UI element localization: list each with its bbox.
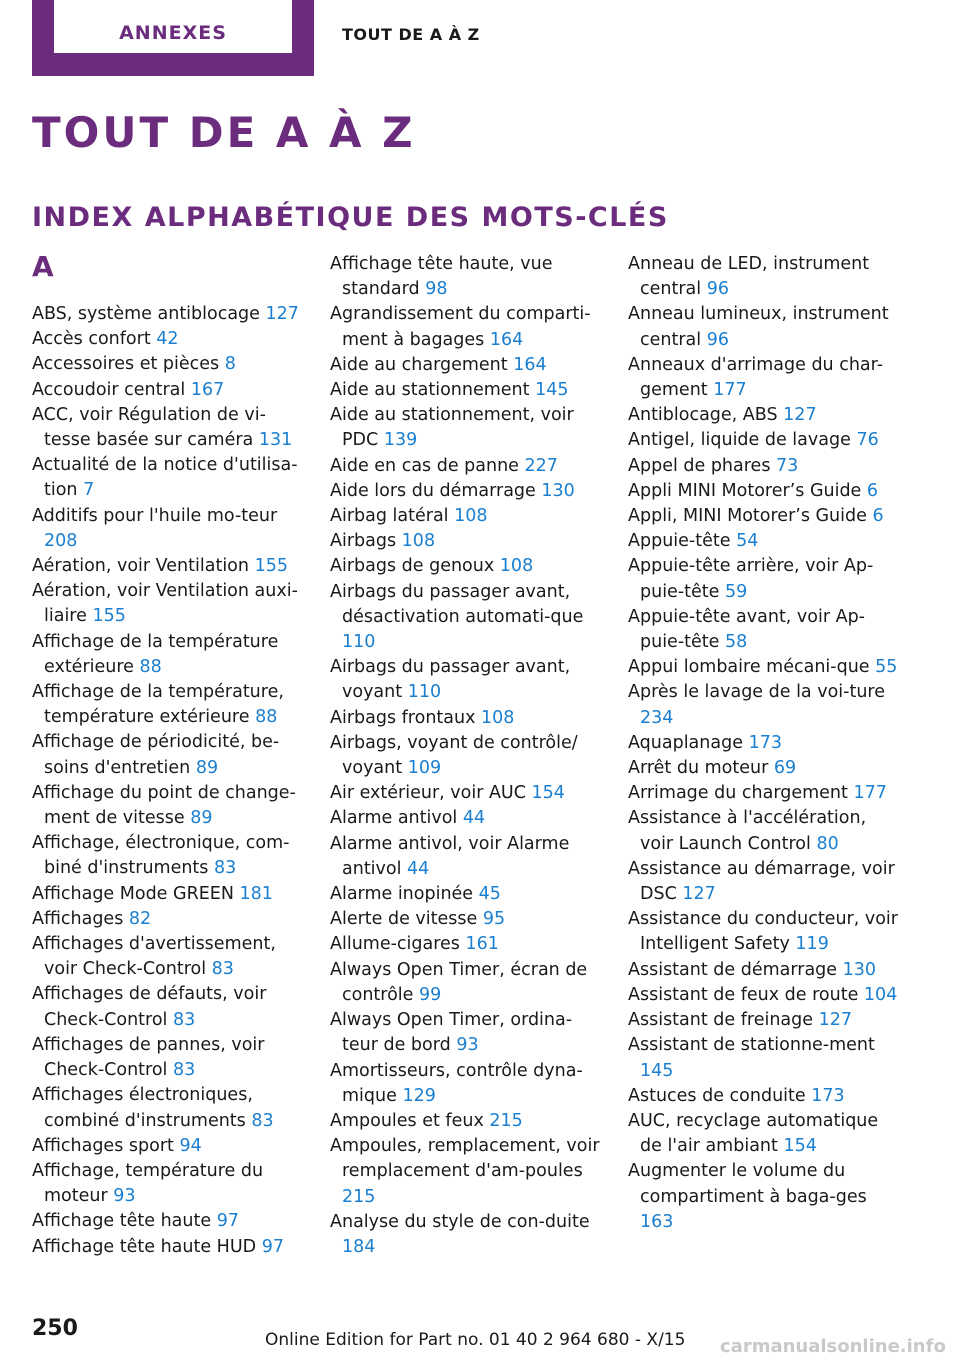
index-entry-term: Affichages de pannes, voir Check-Control bbox=[32, 1034, 265, 1081]
page-reference-link[interactable]: 184 bbox=[342, 1236, 376, 1257]
page-reference-link[interactable]: 6 bbox=[872, 506, 884, 527]
page-reference-link[interactable]: 76 bbox=[856, 430, 879, 451]
index-entry-term: Accessoires et pièces bbox=[32, 354, 220, 375]
page-reference-link[interactable]: 55 bbox=[875, 657, 898, 678]
page-reference-link[interactable]: 164 bbox=[489, 329, 524, 350]
index-entry bbox=[32, 403, 302, 453]
page-reference-link[interactable]: 154 bbox=[531, 783, 565, 804]
index-entry bbox=[628, 983, 898, 1008]
page-reference-link[interactable]: 139 bbox=[383, 430, 418, 451]
index-entry bbox=[330, 731, 600, 781]
index-entry bbox=[32, 831, 302, 881]
index-entry-term: Antigel, liquide de lavage bbox=[628, 430, 851, 451]
index-entry bbox=[628, 403, 898, 428]
page-reference-link[interactable]: 6 bbox=[866, 480, 879, 501]
index-entry-term: Assistance à l'accélération, voir Launch Control bbox=[628, 808, 867, 854]
edition-footer: Online Edition for Part no. 01 40 2 964 680 - X/15 bbox=[265, 1330, 686, 1350]
index-entry-term: Affichage Mode GREEN bbox=[32, 883, 234, 904]
page-reference-link[interactable]: 177 bbox=[853, 783, 887, 804]
index-entry-term: Appli MINI Motorer’s Guide bbox=[628, 480, 862, 501]
index-entry-term: Aération, voir Ventilation bbox=[32, 556, 249, 577]
index-entry bbox=[330, 403, 600, 453]
index-entry bbox=[32, 882, 302, 907]
index-entry bbox=[32, 579, 302, 629]
index-entry-term: Assistant de feux de route bbox=[628, 984, 859, 1005]
index-entry-term: Accoudoir central bbox=[32, 379, 186, 400]
index-entry bbox=[628, 1109, 898, 1159]
page-reference-link[interactable]: 83 bbox=[211, 959, 234, 980]
page-reference-link[interactable]: 98 bbox=[425, 279, 448, 300]
page-reference-link[interactable]: 88 bbox=[255, 707, 278, 728]
index-entry bbox=[330, 1109, 600, 1134]
index-entry bbox=[628, 655, 898, 680]
page-reference-link[interactable]: 130 bbox=[541, 480, 575, 501]
index-entry bbox=[32, 1209, 302, 1234]
page-reference-link[interactable]: 173 bbox=[748, 732, 782, 753]
page-reference-link[interactable]: 155 bbox=[92, 606, 126, 627]
page-reference-link[interactable]: 181 bbox=[239, 883, 273, 904]
index-entry bbox=[628, 302, 898, 352]
index-entry-term: Airbags frontaux bbox=[330, 707, 476, 728]
index-entry bbox=[32, 327, 302, 352]
index-entry-term: Air extérieur, voir AUC bbox=[330, 783, 526, 804]
page-reference-link[interactable]: 119 bbox=[795, 934, 829, 955]
index-entry bbox=[330, 958, 600, 1008]
index-entry bbox=[32, 504, 302, 554]
page-reference-link[interactable]: 83 bbox=[172, 1060, 196, 1081]
index-entry bbox=[330, 580, 600, 656]
index-entry-term: Allume-cigares bbox=[330, 934, 460, 955]
index-entry bbox=[330, 655, 600, 705]
page-reference-link[interactable]: 44 bbox=[462, 808, 486, 829]
index-entry-term: Aide au stationnement bbox=[330, 380, 530, 401]
index-entry bbox=[628, 428, 898, 453]
page-reference-link[interactable]: 54 bbox=[736, 531, 759, 552]
index-entry-term: Affichages d'avertissement, voir Check-Control bbox=[32, 934, 276, 980]
page-reference-link[interactable]: 108 bbox=[499, 556, 534, 577]
index-entry-term: Affichage du point de change-ment de vitesse bbox=[32, 782, 296, 829]
index-column-1 bbox=[32, 302, 302, 1260]
index-entry-term: Appel de phares bbox=[628, 455, 771, 476]
index-entry bbox=[628, 1084, 898, 1109]
index-entry bbox=[628, 1033, 898, 1083]
page-reference-link[interactable]: 110 bbox=[342, 632, 376, 653]
page-reference-link[interactable]: 108 bbox=[481, 707, 515, 728]
page-reference-link[interactable]: 130 bbox=[842, 959, 877, 980]
index-entry bbox=[628, 554, 898, 604]
index-entry-term: Alerte de vitesse bbox=[330, 909, 478, 930]
index-entry bbox=[628, 504, 898, 529]
index-entry bbox=[330, 806, 600, 831]
index-entry bbox=[330, 882, 600, 907]
page-reference-link[interactable]: 83 bbox=[251, 1110, 274, 1131]
index-entry-term: Alarme antivol, voir Alarme antivol bbox=[330, 833, 570, 879]
page-reference-link[interactable]: 94 bbox=[179, 1135, 202, 1156]
page-reference-link[interactable]: 110 bbox=[407, 682, 442, 703]
index-entry bbox=[32, 1083, 302, 1133]
page-reference-link[interactable]: 69 bbox=[773, 758, 797, 779]
index-entry bbox=[32, 1159, 302, 1209]
index-entry bbox=[628, 454, 898, 479]
index-entry-term: Affichages sport bbox=[32, 1135, 174, 1156]
index-entry-term: AUC, recyclage automatique de l'air ambiant bbox=[628, 1110, 879, 1157]
page-reference-link[interactable]: 154 bbox=[783, 1136, 817, 1157]
index-entry-term: Aide lors du démarrage bbox=[330, 480, 536, 501]
page-reference-link[interactable]: 109 bbox=[407, 758, 442, 779]
page-reference-link[interactable]: 145 bbox=[640, 1060, 674, 1081]
index-entry-term: Assistant de stationne-ment bbox=[628, 1035, 875, 1056]
index-entry bbox=[32, 680, 302, 730]
index-entry bbox=[330, 907, 600, 932]
index-entry-term: Assistant de freinage bbox=[628, 1010, 814, 1031]
index-entry-term: Après le lavage de la voi-ture bbox=[628, 682, 885, 703]
index-entry-term: Amortisseurs, contrôle dyna-mique bbox=[330, 1060, 583, 1106]
index-entry bbox=[32, 1134, 302, 1159]
index-entry bbox=[32, 781, 302, 831]
index-column-3 bbox=[628, 252, 898, 1235]
index-entry-term: Appli, MINI Motorer’s Guide bbox=[628, 506, 867, 527]
index-entry-term: Affichage de la température extérieure bbox=[32, 631, 279, 677]
page-reference-link[interactable]: 108 bbox=[454, 506, 488, 527]
page-reference-link[interactable]: 164 bbox=[513, 354, 547, 375]
page-reference-link[interactable]: 167 bbox=[190, 379, 225, 400]
header-tab-label: ANNEXES bbox=[119, 22, 227, 44]
page-reference-link[interactable]: 208 bbox=[44, 530, 78, 551]
index-entry-term: Airbags, voyant de contrôle/ voyant bbox=[330, 732, 578, 779]
index-entry-term: Aquaplanage bbox=[628, 732, 743, 753]
index-entry bbox=[330, 529, 600, 554]
page-reference-link[interactable]: 88 bbox=[139, 656, 162, 677]
index-entry-term: Airbags de genoux bbox=[330, 556, 495, 577]
index-entry bbox=[628, 781, 898, 806]
page-reference-link[interactable]: 73 bbox=[776, 455, 799, 476]
index-entry-term: Affichage, électronique, com-biné d'instruments bbox=[32, 833, 290, 879]
page-reference-link[interactable]: 58 bbox=[724, 632, 748, 653]
index-entry bbox=[628, 680, 898, 730]
index-entry bbox=[330, 706, 600, 731]
index-entry bbox=[628, 1159, 898, 1235]
index-entry bbox=[32, 932, 302, 982]
index-entry-term: Airbags du passager avant, voyant bbox=[330, 657, 571, 703]
index-entry-term: Appuie-tête avant, voir Ap-puie-tête bbox=[628, 606, 866, 653]
letter-heading: A bbox=[32, 250, 54, 283]
watermark: carmanualsonline.info bbox=[720, 1336, 946, 1357]
index-entry bbox=[628, 605, 898, 655]
page-reference-link[interactable]: 83 bbox=[214, 858, 237, 879]
page-reference-link[interactable]: 99 bbox=[419, 984, 442, 1005]
index-entry bbox=[330, 454, 600, 479]
index-entry-term: ABS, système antiblocage bbox=[32, 304, 260, 324]
page-reference-link[interactable]: 96 bbox=[706, 329, 729, 350]
index-entry bbox=[32, 453, 302, 503]
page-reference-link[interactable]: 104 bbox=[863, 984, 898, 1005]
index-entry bbox=[32, 982, 302, 1032]
index-column-2 bbox=[330, 252, 600, 1260]
page-reference-link[interactable]: 234 bbox=[640, 707, 674, 728]
index-entry-term: Affichages bbox=[32, 908, 124, 929]
index-entry-term: Ampoules et feux bbox=[330, 1110, 484, 1131]
index-entry bbox=[628, 857, 898, 907]
index-entry bbox=[32, 302, 302, 327]
index-entry bbox=[32, 630, 302, 680]
index-entry bbox=[628, 907, 898, 957]
page-reference-link[interactable]: 163 bbox=[640, 1211, 674, 1232]
page-reference-link[interactable]: 129 bbox=[402, 1085, 436, 1106]
index-entry-term: Affichage, température du moteur bbox=[32, 1160, 264, 1207]
index-entry-term: Airbags du passager avant, désactivation automati-que bbox=[330, 581, 584, 627]
index-entry-term: Affichages de défauts, voir Check-Control bbox=[32, 984, 267, 1030]
page-reference-link[interactable]: 108 bbox=[401, 531, 436, 552]
index-entry-term: Agrandissement du comparti-ment à bagages bbox=[330, 304, 591, 350]
page-reference-link[interactable]: 127 bbox=[265, 304, 299, 324]
index-entry-term: Ampoules, remplacement, voir remplacement d'am-poules bbox=[330, 1136, 600, 1182]
index-entry-term: Aide en cas de panne bbox=[330, 455, 519, 476]
index-entry-term: Additifs pour l'huile mo-teur bbox=[32, 505, 278, 526]
index-entry bbox=[330, 353, 600, 378]
index-entry bbox=[32, 730, 302, 780]
index-entry bbox=[330, 554, 600, 579]
index-entry-term: Arrimage du chargement bbox=[628, 783, 848, 804]
page-reference-link[interactable]: 215 bbox=[342, 1186, 376, 1207]
page-reference-link[interactable]: 82 bbox=[128, 908, 152, 929]
index-entry-term: Alarme antivol bbox=[330, 808, 458, 829]
index-entry-term: Anneau de LED, instrument central bbox=[628, 254, 870, 300]
index-entry-term: ACC, voir Régulation de vi-tesse basée sur caméra bbox=[32, 404, 266, 451]
header-tab-inner bbox=[54, 0, 292, 53]
index-entry bbox=[330, 1059, 600, 1109]
page-reference-link[interactable]: 59 bbox=[724, 581, 748, 602]
index-entry bbox=[32, 907, 302, 932]
index-entry bbox=[628, 731, 898, 756]
page-reference-link[interactable]: 145 bbox=[535, 380, 569, 401]
index-entry-term: Appuie-tête arrière, voir Ap-puie-tête bbox=[628, 556, 874, 602]
index-entry bbox=[330, 1008, 600, 1058]
index-entry-term: Affichage de la température, température extérieure bbox=[32, 682, 284, 728]
page-reference-link[interactable]: 42 bbox=[156, 329, 179, 350]
index-entry-term: Assistance du conducteur, voir Intelligent Safety bbox=[628, 909, 898, 955]
index-entry-term: Appuie-tête bbox=[628, 531, 731, 552]
index-entry bbox=[628, 806, 898, 856]
page-reference-link[interactable]: 7 bbox=[83, 480, 95, 501]
page-reference-link[interactable]: 177 bbox=[713, 380, 747, 401]
index-entry bbox=[628, 756, 898, 781]
index-entry bbox=[330, 378, 600, 403]
index-entry-term: Accès confort bbox=[32, 329, 151, 350]
index-entry-term: Anneau lumineux, instrument central bbox=[628, 304, 889, 350]
index-entry-term: Analyse du style de con-duite bbox=[330, 1211, 590, 1232]
page-reference-link[interactable]: 227 bbox=[524, 455, 558, 476]
page-title: TOUT DE A À Z bbox=[32, 108, 416, 157]
header-tab bbox=[32, 0, 314, 76]
page-number: 250 bbox=[32, 1316, 78, 1341]
index-entry-term: Always Open Timer, ordina-teur de bord bbox=[330, 1010, 573, 1056]
index-entry-term: Appui lombaire mécani-que bbox=[628, 657, 870, 678]
index-entry bbox=[32, 1235, 302, 1260]
page-reference-link[interactable]: 83 bbox=[172, 1009, 196, 1030]
index-entry-term: Antiblocage, ABS bbox=[628, 405, 778, 426]
index-entry bbox=[330, 781, 600, 806]
index-entry-term: Affichage de périodicité, be-soins d'entretien bbox=[32, 732, 280, 778]
index-entry-term: Airbag latéral bbox=[330, 506, 449, 527]
index-entry bbox=[330, 932, 600, 957]
index-entry-term: Affichage tête haute, vue standard bbox=[330, 254, 553, 300]
page-reference-link[interactable]: 127 bbox=[783, 405, 817, 426]
index-entry-term: Airbags bbox=[330, 531, 397, 552]
page-reference-link[interactable]: 44 bbox=[407, 858, 430, 879]
index-entry bbox=[330, 1210, 600, 1260]
page-reference-link[interactable]: 127 bbox=[818, 1010, 852, 1031]
index-entry bbox=[628, 529, 898, 554]
index-entry bbox=[32, 378, 302, 403]
index-entry bbox=[330, 479, 600, 504]
index-entry-term: Actualité de la notice d'utilisa-tion bbox=[32, 455, 298, 501]
index-entry-term: Aide au stationnement, voir PDC bbox=[330, 405, 574, 451]
page-reference-link[interactable]: 155 bbox=[254, 556, 288, 577]
breadcrumb: TOUT DE A À Z bbox=[342, 25, 480, 44]
index-entry-term: Arrêt du moteur bbox=[628, 758, 769, 779]
index-entry-term: Alarme inopinée bbox=[330, 884, 474, 905]
page-reference-link[interactable]: 89 bbox=[190, 808, 213, 829]
index-entry-term: Assistance au démarrage, voir DSC bbox=[628, 858, 895, 905]
index-entry-term: Always Open Timer, écran de contrôle bbox=[330, 959, 588, 1005]
index-entry bbox=[32, 352, 302, 377]
index-entry bbox=[330, 252, 600, 302]
page-reference-link[interactable]: 95 bbox=[482, 909, 506, 930]
index-entry bbox=[628, 958, 898, 983]
section-title: INDEX ALPHABÉTIQUE DES MOTS-CLÉS bbox=[32, 202, 669, 233]
index-entry bbox=[628, 479, 898, 504]
index-entry bbox=[32, 1033, 302, 1083]
index-entry bbox=[32, 554, 302, 579]
page-reference-link[interactable]: 173 bbox=[811, 1085, 845, 1106]
page-reference-link[interactable]: 8 bbox=[224, 354, 236, 375]
page-reference-link[interactable]: 93 bbox=[456, 1035, 479, 1056]
page-reference-link[interactable]: 45 bbox=[478, 884, 501, 905]
index-entry-term: Affichage tête haute HUD bbox=[32, 1236, 257, 1257]
index-entry-term: Aide au chargement bbox=[330, 354, 508, 375]
index-entry-term: Augmenter le volume du compartiment à baga-ges bbox=[628, 1161, 867, 1207]
page-reference-link[interactable]: 97 bbox=[261, 1236, 284, 1257]
page-reference-link[interactable]: 93 bbox=[113, 1186, 136, 1207]
page-reference-link[interactable]: 161 bbox=[465, 934, 499, 955]
index-entry-term: Astuces de conduite bbox=[628, 1085, 806, 1106]
index-entry-term: Anneaux d'arrimage du char-gement bbox=[628, 354, 884, 401]
page-reference-link[interactable]: 89 bbox=[195, 757, 219, 778]
index-entry bbox=[628, 353, 898, 403]
page-reference-link[interactable]: 96 bbox=[706, 279, 729, 300]
page-reference-link[interactable]: 97 bbox=[216, 1211, 239, 1232]
index-entry-term: Affichage tête haute bbox=[32, 1211, 212, 1232]
index-entry bbox=[330, 504, 600, 529]
page-reference-link[interactable]: 127 bbox=[682, 884, 716, 905]
index-entry-term: Aération, voir Ventilation auxi-liaire bbox=[32, 581, 298, 627]
index-entry-term: Assistant de démarrage bbox=[628, 959, 838, 980]
page-reference-link[interactable]: 80 bbox=[816, 833, 839, 854]
page-reference-link[interactable]: 215 bbox=[489, 1110, 523, 1131]
index-entry bbox=[628, 252, 898, 302]
index-entry bbox=[330, 1134, 600, 1210]
index-entry bbox=[330, 302, 600, 352]
index-entry bbox=[330, 832, 600, 882]
index-entry bbox=[628, 1008, 898, 1033]
index-entry-term: Affichages électroniques, combiné d'instruments bbox=[32, 1085, 253, 1131]
page-reference-link[interactable]: 131 bbox=[258, 430, 293, 451]
